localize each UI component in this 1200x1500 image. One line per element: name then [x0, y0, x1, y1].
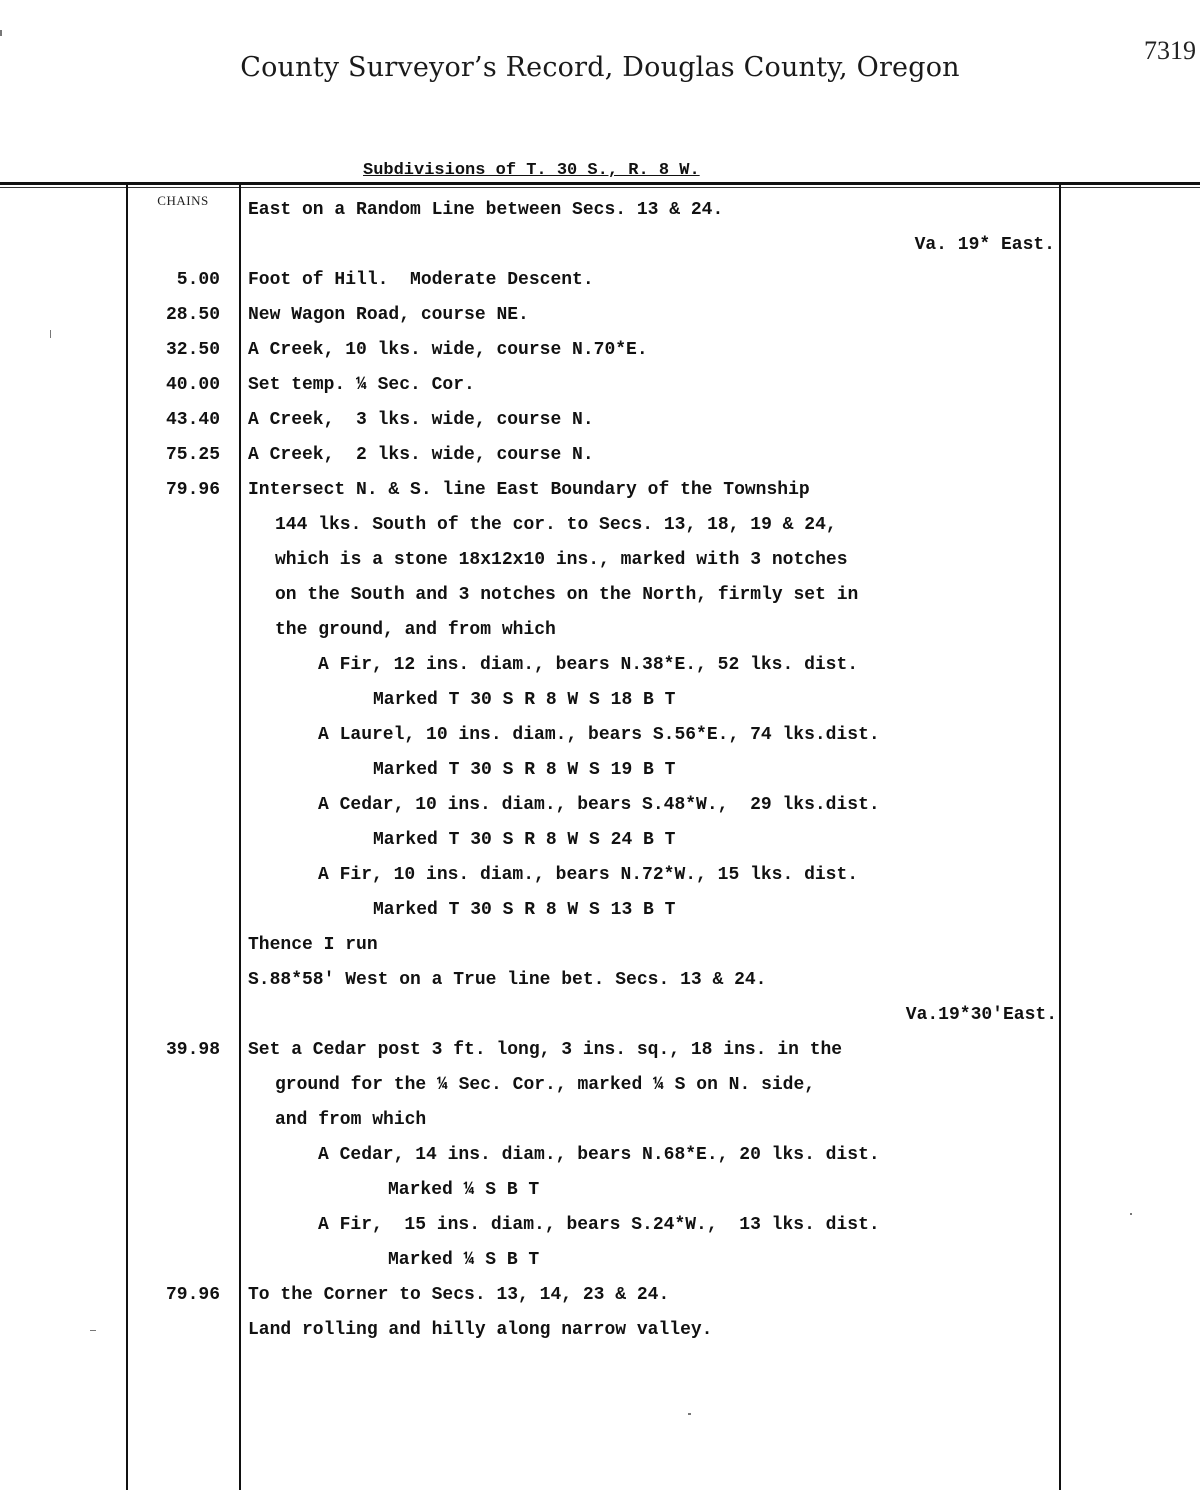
table-row: [0, 1173, 1200, 1208]
scan-speck: [0, 30, 2, 36]
page-title: County Surveyor’s Record, Douglas County, Oregon: [240, 52, 960, 83]
table-row: [0, 648, 1200, 683]
entry-text: A Creek, 2 lks. wide, course N.: [248, 445, 594, 465]
table-row: [0, 298, 1200, 333]
entry-text: A Fir, 10 ins. diam., bears N.72*W., 15 lks. dist.: [318, 865, 859, 885]
entry-text: Marked ¼ S B T: [388, 1180, 540, 1200]
table-row: [0, 963, 1200, 998]
table-row: [0, 1313, 1200, 1348]
scan-speck: [688, 1413, 691, 1415]
entry-text: A Creek, 10 lks. wide, course N.70*E.: [248, 340, 648, 360]
table-row: [0, 858, 1200, 893]
entry-text: East on a Random Line between Secs. 13 & 24.: [248, 200, 724, 220]
entry-text: S.88*58' West on a True line bet. Secs. 13 & 24.: [248, 970, 767, 990]
entry-text: and from which: [275, 1110, 427, 1130]
chain-value: 79.96: [165, 1285, 220, 1305]
entry-text: New Wagon Road, course NE.: [248, 305, 529, 325]
chain-value: 28.50: [165, 305, 220, 325]
entry-text: on the South and 3 notches on the North, firmly set in: [275, 585, 859, 605]
entry-text: Intersect N. & S. line East Boundary of the Township: [248, 480, 810, 500]
table-row: [0, 193, 1200, 228]
table-row: [0, 1033, 1200, 1068]
table-row: [0, 753, 1200, 788]
table-row: [0, 473, 1200, 508]
table-row: [0, 333, 1200, 368]
table-row: [0, 683, 1200, 718]
table-row: [0, 543, 1200, 578]
page-number: 7319: [1144, 36, 1196, 65]
table-row: [0, 613, 1200, 648]
entry-text: Marked T 30 S R 8 W S 24 B T: [373, 830, 676, 850]
entry-text: A Laurel, 10 ins. diam., bears S.56*E., 74 lks.dist.: [318, 725, 880, 745]
entry-text: 144 lks. South of the cor. to Secs. 13, 18, 19 & 24,: [275, 515, 837, 535]
table-row: [0, 508, 1200, 543]
chain-value: 79.96: [165, 480, 220, 500]
entry-text: Foot of Hill. Moderate Descent.: [248, 270, 594, 290]
entry-text: Marked T 30 S R 8 W S 13 B T: [373, 900, 676, 920]
chain-value: 5.00: [176, 270, 220, 290]
record-table: [0, 193, 1200, 1348]
entry-text: A Cedar, 14 ins. diam., bears N.68*E., 20 lks. dist.: [318, 1145, 880, 1165]
entry-text: A Fir, 15 ins. diam., bears S.24*W., 13 lks. dist.: [318, 1215, 880, 1235]
scan-speck: [50, 330, 51, 338]
table-row: [0, 718, 1200, 753]
entry-text: Marked ¼ S B T: [388, 1250, 540, 1270]
entry-text: the ground, and from which: [275, 620, 556, 640]
chain-value: 40.00: [165, 375, 220, 395]
entry-text: A Creek, 3 lks. wide, course N.: [248, 410, 594, 430]
variation-text: Va.19*30'East.: [905, 1005, 1057, 1025]
table-row: [0, 578, 1200, 613]
table-row: [0, 438, 1200, 473]
table-row: [0, 788, 1200, 823]
chain-value: 32.50: [165, 340, 220, 360]
entry-text: A Fir, 12 ins. diam., bears N.38*E., 52 lks. dist.: [318, 655, 859, 675]
entry-text: A Cedar, 10 ins. diam., bears S.48*W., 29 lks.dist.: [318, 795, 880, 815]
table-row: [0, 1243, 1200, 1278]
table-row: [0, 403, 1200, 438]
entry-text: which is a stone 18x12x10 ins., marked with 3 notches: [275, 550, 848, 570]
table-row: [0, 1068, 1200, 1103]
scan-speck: [90, 1330, 96, 1331]
chain-value: 75.25: [165, 445, 220, 465]
table-row: [0, 928, 1200, 963]
entry-text: Marked T 30 S R 8 W S 19 B T: [373, 760, 676, 780]
table-row: [0, 1278, 1200, 1313]
table-row: [0, 823, 1200, 858]
entry-text: Set temp. ¼ Sec. Cor.: [248, 375, 475, 395]
table-row: [0, 368, 1200, 403]
table-row: [0, 1138, 1200, 1173]
entry-text: Marked T 30 S R 8 W S 18 B T: [373, 690, 676, 710]
table-row: [0, 228, 1200, 263]
header-rule-thin: [0, 187, 1200, 188]
entry-text: Set a Cedar post 3 ft. long, 3 ins. sq., 18 ins. in the: [248, 1040, 843, 1060]
entry-text: Thence I run: [248, 935, 378, 955]
chains-column-header: CHAINS: [157, 193, 209, 208]
table-row: [0, 1208, 1200, 1243]
section-subtitle: Subdivisions of T. 30 S., R. 8 W.: [363, 161, 700, 180]
entry-text: Land rolling and hilly along narrow valley.: [248, 1320, 713, 1340]
table-row: [0, 893, 1200, 928]
variation-text: Va. 19* East.: [914, 235, 1055, 255]
entry-text: To the Corner to Secs. 13, 14, 23 & 24.: [248, 1285, 670, 1305]
chain-value: 39.98: [165, 1040, 220, 1060]
chain-value: 43.40: [165, 410, 220, 430]
table-row: [0, 1103, 1200, 1138]
table-row: [0, 263, 1200, 298]
scan-speck: [1130, 1213, 1132, 1215]
table-row: [0, 998, 1200, 1033]
entry-text: ground for the ¼ Sec. Cor., marked ¼ S on N. side,: [275, 1075, 816, 1095]
header-rule: [0, 182, 1200, 185]
